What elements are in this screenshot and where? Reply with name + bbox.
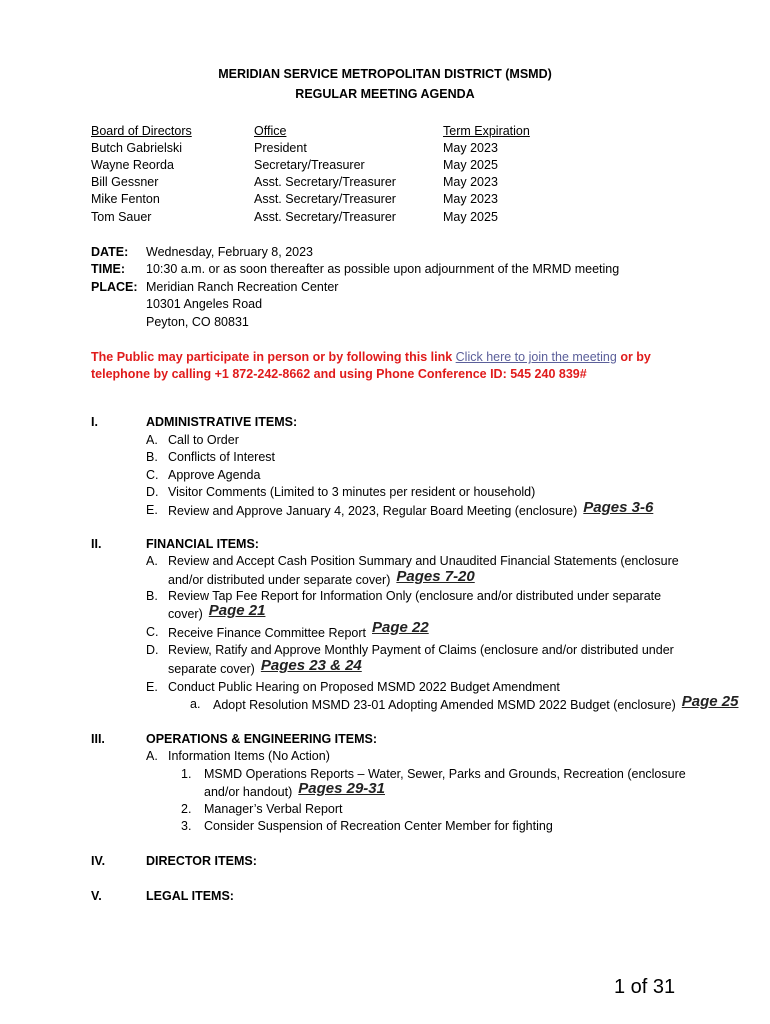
- sub-agenda-item: MSMD Operations Reports – Water, Sewer, Parks and Grounds, Recreation (enclosure: [204, 767, 686, 781]
- item-letter: A.: [146, 749, 158, 763]
- agenda-item-text: Adopt Resolution MSMD 23-01 Adopting Amended MSMD 2022 Budget (enclosure): [213, 698, 676, 712]
- agenda-item: Information Items (No Action): [168, 749, 330, 763]
- agenda-item: Conduct Public Hearing on Proposed MSMD 2022 Budget Amendment: [168, 680, 560, 694]
- notice-text: or by: [616, 350, 651, 364]
- agenda-item: Approve Agenda: [168, 468, 261, 482]
- notice-phone-line: telephone by calling +1 872-242-8662 and using Phone Conference ID: 545 240 839#: [91, 367, 587, 381]
- subitem-number: 1.: [181, 767, 192, 781]
- page-reference: Page 22: [372, 619, 429, 636]
- subitem-letter: a.: [190, 697, 201, 711]
- agenda-item: Review, Ratify and Approve Monthly Payment of Claims (enclosure and/or distributed under: [168, 643, 674, 657]
- item-letter: D.: [146, 643, 159, 657]
- section-title: OPERATIONS & ENGINEERING ITEMS:: [146, 732, 378, 746]
- agenda-item: Review Tap Fee Report for Information Only (enclosure and/or distributed under separate: [168, 589, 662, 603]
- board-row-term: May 2025: [443, 210, 498, 224]
- board-row-term: May 2025: [443, 158, 498, 172]
- item-letter: B.: [146, 589, 158, 603]
- agenda-item: Visitor Comments (Limited to 3 minutes per resident or household): [168, 485, 536, 499]
- board-row-term: May 2023: [443, 175, 498, 189]
- board-row-office: President: [254, 141, 307, 155]
- agenda-item: [168, 499, 653, 517]
- board-header-office: Office: [254, 124, 287, 138]
- section-title: FINANCIAL ITEMS:: [146, 537, 259, 551]
- board-row-office: Asst. Secretary/Treasurer: [254, 210, 396, 224]
- section-title: LEGAL ITEMS:: [146, 889, 234, 903]
- section-title: ADMINISTRATIVE ITEMS:: [146, 415, 298, 429]
- board-row-name: Tom Sauer: [91, 210, 152, 224]
- sub-agenda-item: [213, 693, 738, 711]
- item-letter: C.: [146, 468, 159, 482]
- board-row-name: Bill Gessner: [91, 175, 159, 189]
- subitem-number: 2.: [181, 802, 192, 816]
- agenda-item-cont: [168, 602, 265, 620]
- agenda-item-text: and/or handout): [204, 785, 293, 799]
- item-letter: E.: [146, 680, 158, 694]
- place-line: Meridian Ranch Recreation Center: [146, 280, 339, 294]
- sub-agenda-item: Manager’s Verbal Report: [204, 802, 343, 816]
- sub-agenda-item-cont: [204, 780, 385, 798]
- subitem-number: 3.: [181, 819, 192, 833]
- agenda-item-text: and/or distributed under separate cover): [168, 573, 391, 587]
- board-row-office: Asst. Secretary/Treasurer: [254, 175, 396, 189]
- agenda-item-cont: [168, 568, 475, 586]
- board-row-name: Mike Fenton: [91, 192, 160, 206]
- item-letter: B.: [146, 450, 158, 464]
- board-row-name: Butch Gabrielski: [91, 141, 183, 155]
- time-label: TIME:: [91, 262, 126, 276]
- item-letter: A.: [146, 433, 158, 447]
- board-row-office: Secretary/Treasurer: [254, 158, 365, 172]
- section-number: IV.: [91, 854, 106, 868]
- page-reference: Pages 3-6: [583, 499, 654, 516]
- page-reference: Page 21: [208, 602, 266, 619]
- section-number: III.: [91, 732, 105, 746]
- item-letter: A.: [146, 554, 158, 568]
- agenda-item-text: Receive Finance Committee Report: [168, 626, 366, 640]
- place-line: 10301 Angeles Road: [146, 297, 263, 311]
- section-number: II.: [91, 537, 102, 551]
- board-row-term: May 2023: [443, 141, 498, 155]
- page-subtitle: REGULAR MEETING AGENDA: [295, 87, 475, 101]
- agenda-item-text: Review and Approve January 4, 2023, Regular Board Meeting (enclosure): [168, 504, 578, 518]
- agenda-item: [168, 619, 429, 640]
- board-row-name: Wayne Reorda: [91, 158, 174, 172]
- section-title: DIRECTOR ITEMS:: [146, 854, 257, 868]
- agenda-item: Review and Accept Cash Position Summary and Unaudited Financial Statements (enclosure: [168, 554, 679, 568]
- page-reference: Pages 23 & 24: [260, 657, 362, 674]
- join-meeting-link[interactable]: Click here to join the meeting: [455, 350, 617, 364]
- page-reference: Page 25: [681, 693, 739, 710]
- section-number: V.: [91, 889, 102, 903]
- page-number: 1 of 31: [614, 976, 676, 998]
- public-notice: [91, 349, 651, 366]
- board-header-name: Board of Directors: [91, 124, 192, 138]
- date-value: Wednesday, February 8, 2023: [146, 245, 313, 259]
- notice-text: The Public may participate in person or by following this link: [91, 350, 456, 364]
- item-letter: E.: [146, 503, 158, 517]
- section-number: I.: [91, 415, 98, 429]
- board-header-term: Term Expiration: [443, 124, 530, 138]
- agenda-item-cont: [168, 657, 362, 675]
- date-label: DATE:: [91, 245, 129, 259]
- board-row-term: May 2023: [443, 192, 498, 206]
- agenda-item: Conflicts of Interest: [168, 450, 275, 464]
- board-row-office: Asst. Secretary/Treasurer: [254, 192, 396, 206]
- agenda-item: Call to Order: [168, 433, 239, 447]
- agenda-item-text: separate cover): [168, 662, 255, 676]
- agenda-item-text: cover): [168, 607, 203, 621]
- page-title: MERIDIAN SERVICE METROPOLITAN DISTRICT (MSMD): [218, 67, 552, 81]
- page-reference: Pages 29-31: [298, 780, 385, 797]
- item-letter: D.: [146, 485, 159, 499]
- place-line: Peyton, CO 80831: [146, 315, 249, 329]
- sub-agenda-item: Consider Suspension of Recreation Center Member for fighting: [204, 819, 553, 833]
- place-label: PLACE:: [91, 280, 138, 294]
- time-value: 10:30 a.m. or as soon thereafter as possible upon adjournment of the MRMD meeting: [146, 262, 620, 276]
- page-reference: Pages 7-20: [396, 568, 475, 585]
- item-letter: C.: [146, 625, 159, 639]
